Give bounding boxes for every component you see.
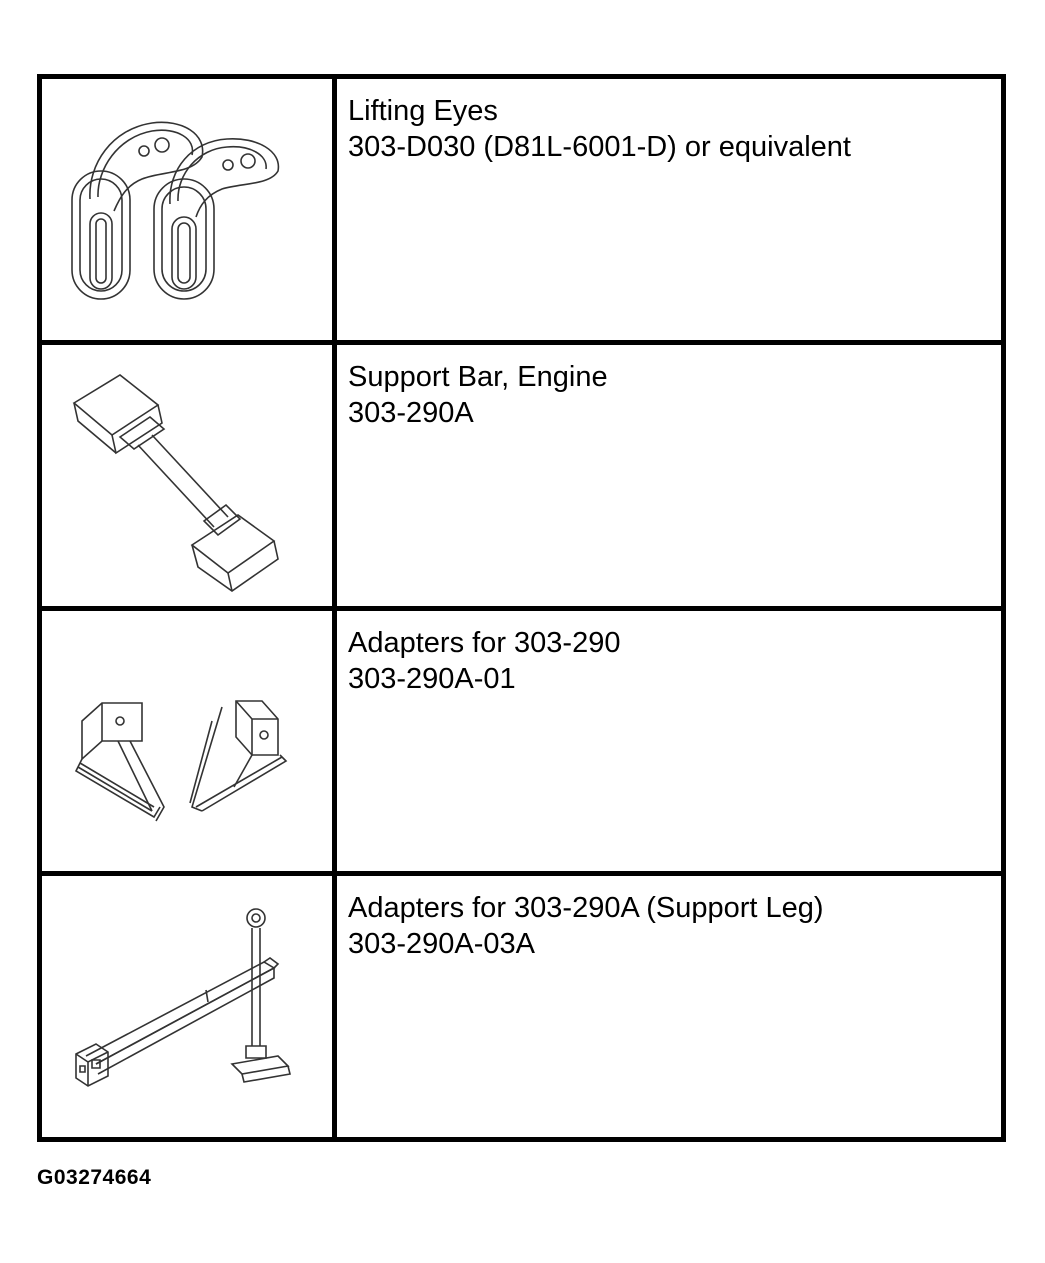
lifting-eyes-illustration	[42, 79, 332, 340]
adapters-illustration	[42, 611, 332, 872]
tool-row-support-bar	[42, 345, 1001, 611]
tool-name: Adapters for 303-290A (Support Leg)	[348, 892, 824, 925]
tool-part-number: 303-290A	[348, 396, 474, 429]
support-bar-illustration	[42, 345, 332, 606]
figure-id: G03274664	[37, 1166, 152, 1189]
tool-image-cell	[42, 345, 337, 606]
tool-text-cell	[337, 79, 1001, 340]
tool-name: Lifting Eyes	[348, 95, 498, 127]
tool-part-number: 303-D030 (D81L-6001-D) or equivalent	[348, 131, 851, 163]
tool-image-cell	[42, 876, 337, 1137]
tool-name: Support Bar, Engine	[348, 360, 608, 393]
tool-text-cell	[337, 876, 1001, 1137]
tool-row-lifting-eyes	[42, 79, 1001, 345]
tool-image-cell	[42, 79, 337, 340]
tool-row-adapters	[42, 611, 1001, 877]
tool-text-cell	[337, 611, 1001, 872]
tool-part-number: 303-290A-03A	[348, 928, 536, 961]
tool-name: Adapters for 303-290	[348, 626, 621, 659]
tool-text-cell	[337, 345, 1001, 606]
support-leg-illustration	[42, 876, 332, 1137]
tool-row-support-leg	[42, 876, 1001, 1137]
tool-part-number: 303-290A-01	[348, 662, 516, 695]
tool-image-cell	[42, 611, 337, 872]
special-tools-table	[37, 74, 1006, 1142]
